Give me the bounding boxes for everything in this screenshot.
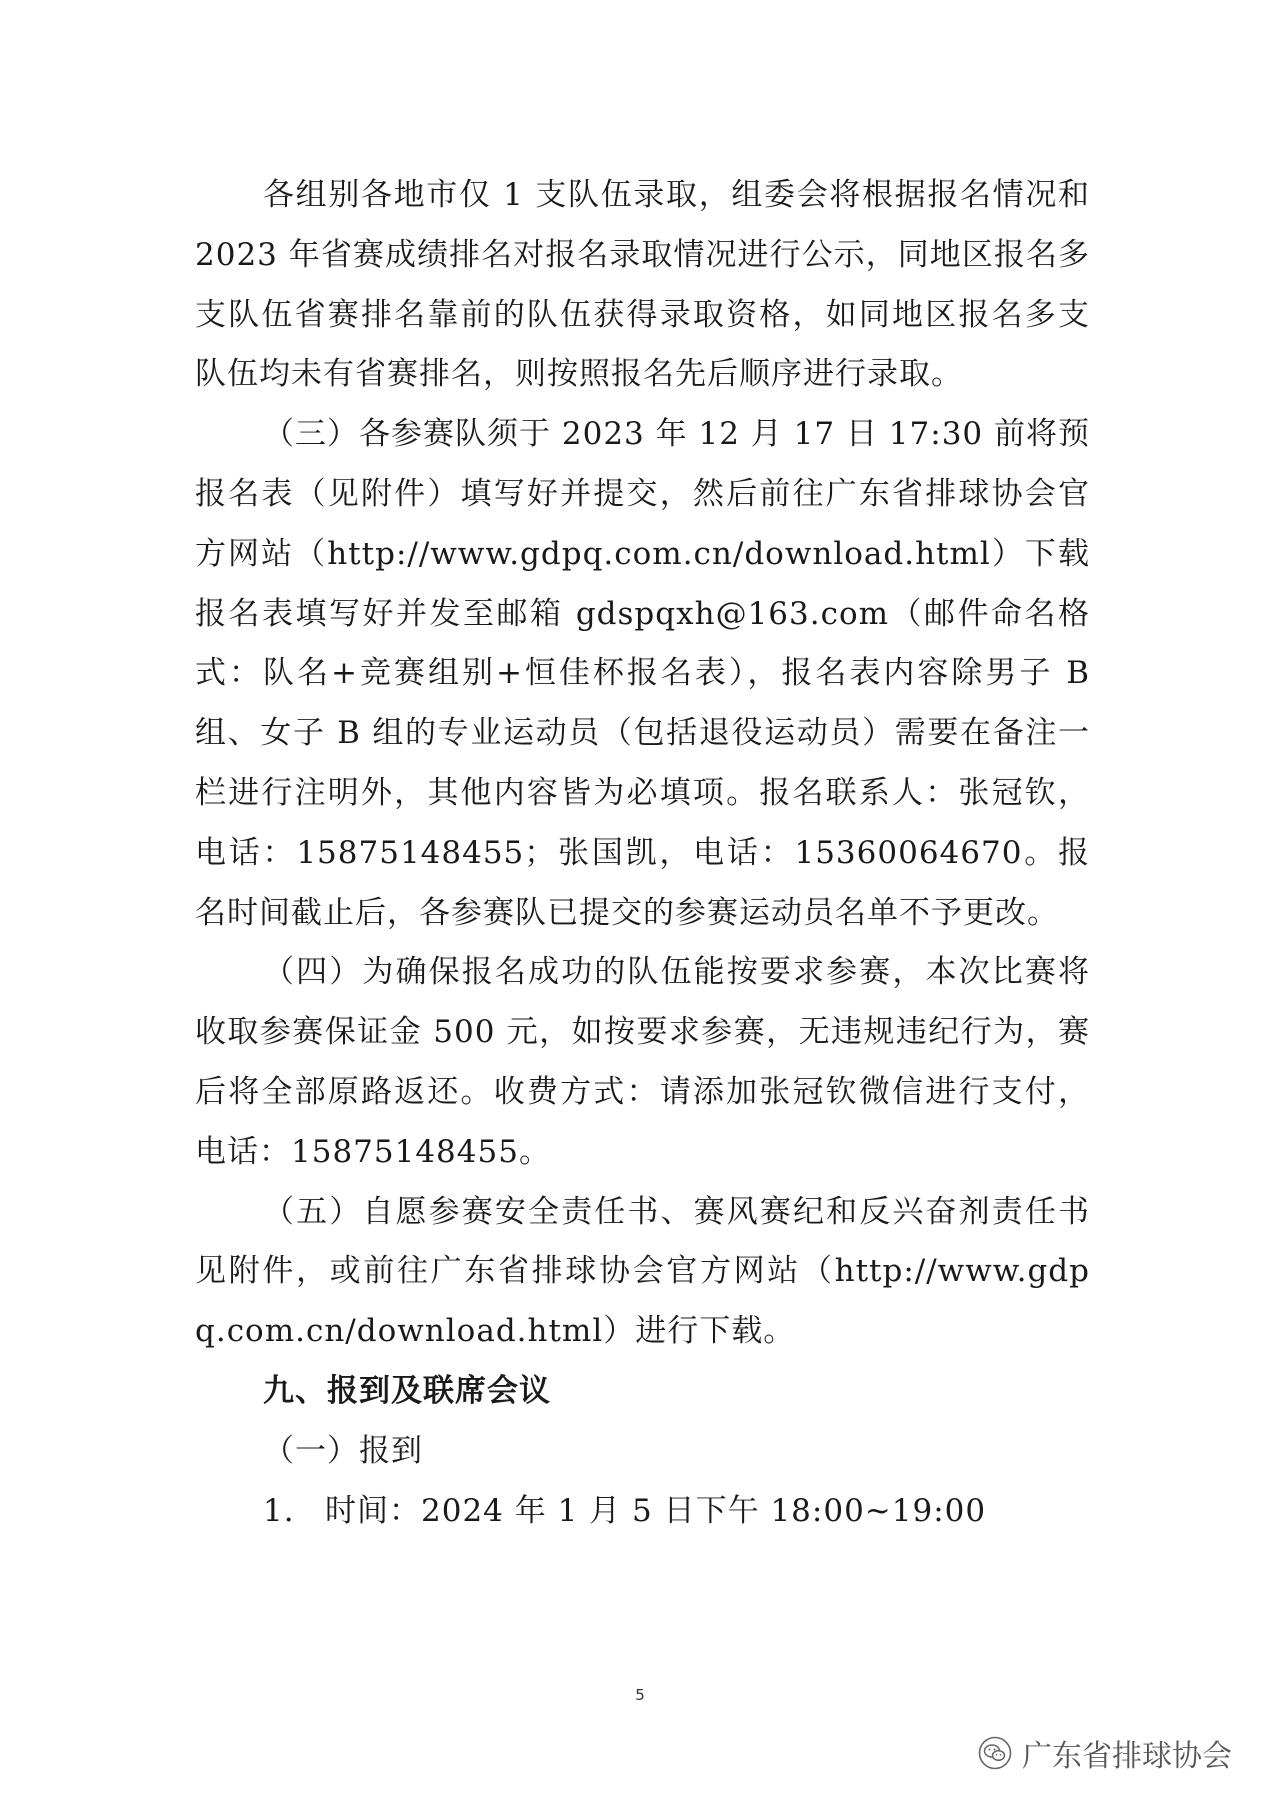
paragraph-registration: （三）各参赛队须于 2023 年 12 月 17 日 17:30 前将预报名表（见附件）填写好并提交，然后前往广东省排球协会官方网站（http://www.gdpq.com.cn/download.html）下载报名表填写好并发至邮箱 gdspqxh@163.com（邮件命名格式：队名+竞赛组别+恒佳杯报名表），报名表内容除男子 B 组、女子 B 组的专业运动员（包括退役运动员）需要在备注一栏进行注明外，其他内容皆为必填项。报名联系人：张冠钦，电话：15875148455；张国凯，电话：15360064670。报名时间截止后，各参赛队已提交的参赛运动员名单不予更改。 [195, 416, 1090, 931]
list-item-text: 时间：2024 年 1 月 5 日下午 18:00~19:00 [325, 1492, 987, 1529]
paragraph-admission: 各组别各地市仅 1 支队伍录取，组委会将根据报名情况和 2023 年省赛成绩排名对报名录取情况进行公示，同地区报名多支队伍省赛排名靠前的队伍获得录取资格，如同地区报名多支队伍均未有省赛排名，则按照报名先后顺序进行录取。 [195, 177, 1090, 393]
subsection-heading: （一）报到 [263, 1432, 423, 1469]
section-heading: 九、报到及联席会议 [263, 1372, 551, 1409]
watermark-text: 广东省排球协会 [1022, 1739, 1232, 1774]
wechat-icon [978, 1736, 1012, 1770]
paragraph-responsibility: （五）自愿参赛安全责任书、赛风赛纪和反兴奋剂责任书见附件，或前往广东省排球协会官方网站（http://www.gdpq.com.cn/download.html）进行下载。 [195, 1193, 1090, 1350]
document-body [195, 166, 1090, 1541]
page-number: 5 [635, 1686, 645, 1704]
list-item [195, 1482, 1090, 1542]
list-item-number: 1. [263, 1492, 295, 1529]
paragraph-deposit: （四）为确保报名成功的队伍能按要求参赛，本次比赛将收取参赛保证金 500 元，如按要求参赛，无违规违纪行为，赛后将全部原路返还。收费方式：请添加张冠钦微信进行支付，电话：15875148455。 [195, 954, 1090, 1170]
watermark [978, 1728, 1232, 1778]
